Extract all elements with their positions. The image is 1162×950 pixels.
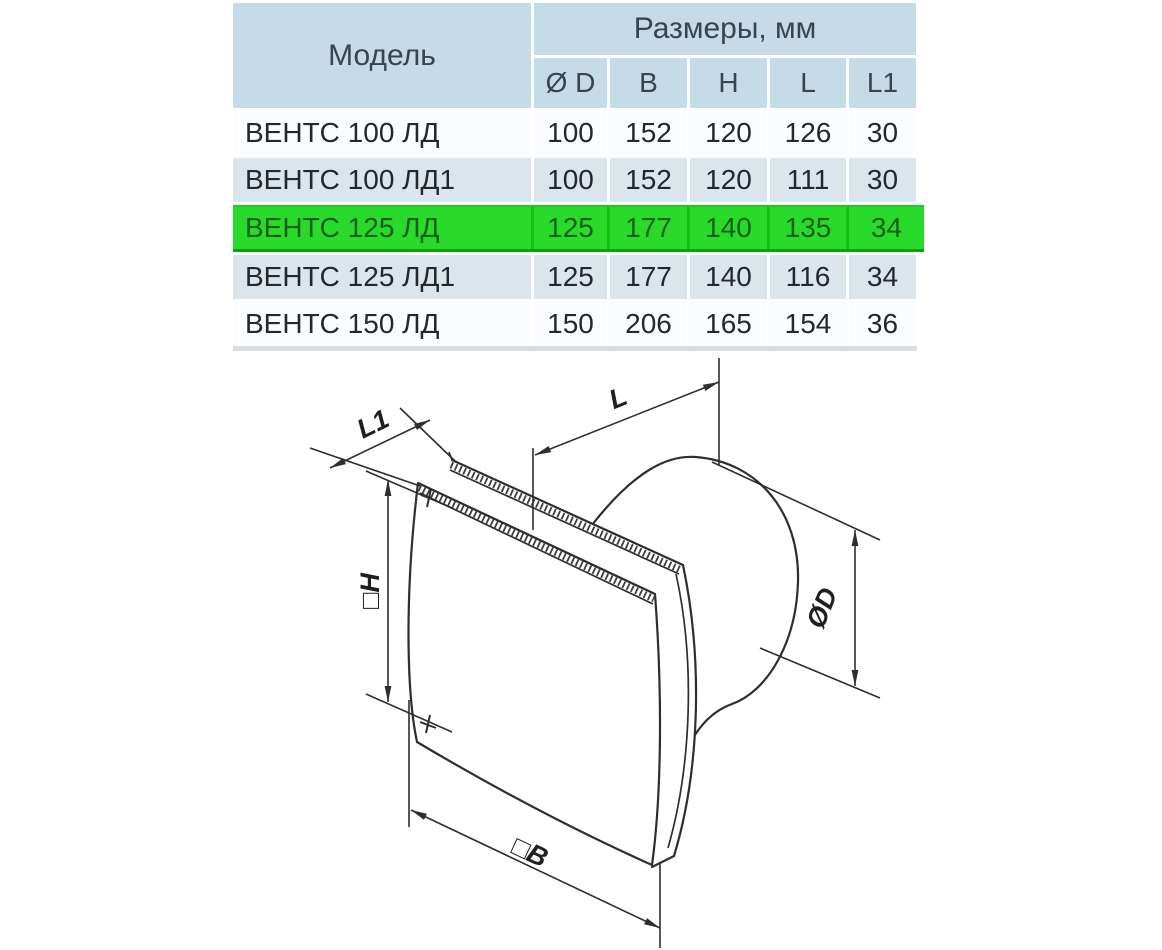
value-l1: 30	[849, 111, 916, 155]
value-l: 126	[770, 111, 846, 155]
value-l: 111	[770, 158, 846, 202]
col-header-d: Ø D	[534, 58, 607, 108]
value-b: 206	[610, 302, 687, 346]
value-l1: 30	[849, 158, 916, 202]
col-header-l1: L1	[849, 58, 916, 108]
model-name: ВЕНТС 100 ЛД	[233, 111, 531, 155]
value-l: 135	[770, 207, 846, 249]
value-h: 140	[690, 207, 767, 249]
label-h: □H	[355, 573, 385, 609]
value-b: 152	[610, 158, 687, 202]
value-l1: 34	[849, 255, 916, 299]
col-header-l: L	[770, 58, 846, 108]
label-l: L	[604, 381, 632, 415]
model-column-header: Модель	[233, 3, 531, 108]
value-l1: 34	[849, 207, 924, 249]
label-b: □B	[507, 830, 553, 874]
value-h: 120	[690, 111, 767, 155]
sizes-group-header: Размеры, мм	[534, 3, 916, 55]
model-name: ВЕНТС 125 ЛД	[233, 207, 531, 249]
value-h: 140	[690, 255, 767, 299]
value-l: 116	[770, 255, 846, 299]
model-name: ВЕНТС 150 ЛД	[233, 302, 531, 346]
value-l: 154	[770, 302, 846, 346]
model-name: ВЕНТС 100 ЛД1	[233, 158, 531, 202]
value-b: 177	[610, 207, 687, 249]
label-l1: L1	[352, 403, 394, 445]
col-header-h: H	[690, 58, 767, 108]
value-d: 150	[534, 302, 607, 346]
value-d: 100	[534, 158, 607, 202]
value-h: 165	[690, 302, 767, 346]
value-h: 120	[690, 158, 767, 202]
dimension-l1	[310, 404, 456, 486]
value-l1: 36	[849, 302, 916, 346]
label-d: ØD	[800, 583, 844, 633]
value-b: 152	[610, 111, 687, 155]
model-name: ВЕНТС 125 ЛД1	[233, 255, 531, 299]
value-d: 125	[534, 255, 607, 299]
value-d: 100	[534, 111, 607, 155]
value-b: 177	[610, 255, 687, 299]
value-d: 125	[534, 207, 607, 249]
col-header-b: B	[610, 58, 687, 108]
